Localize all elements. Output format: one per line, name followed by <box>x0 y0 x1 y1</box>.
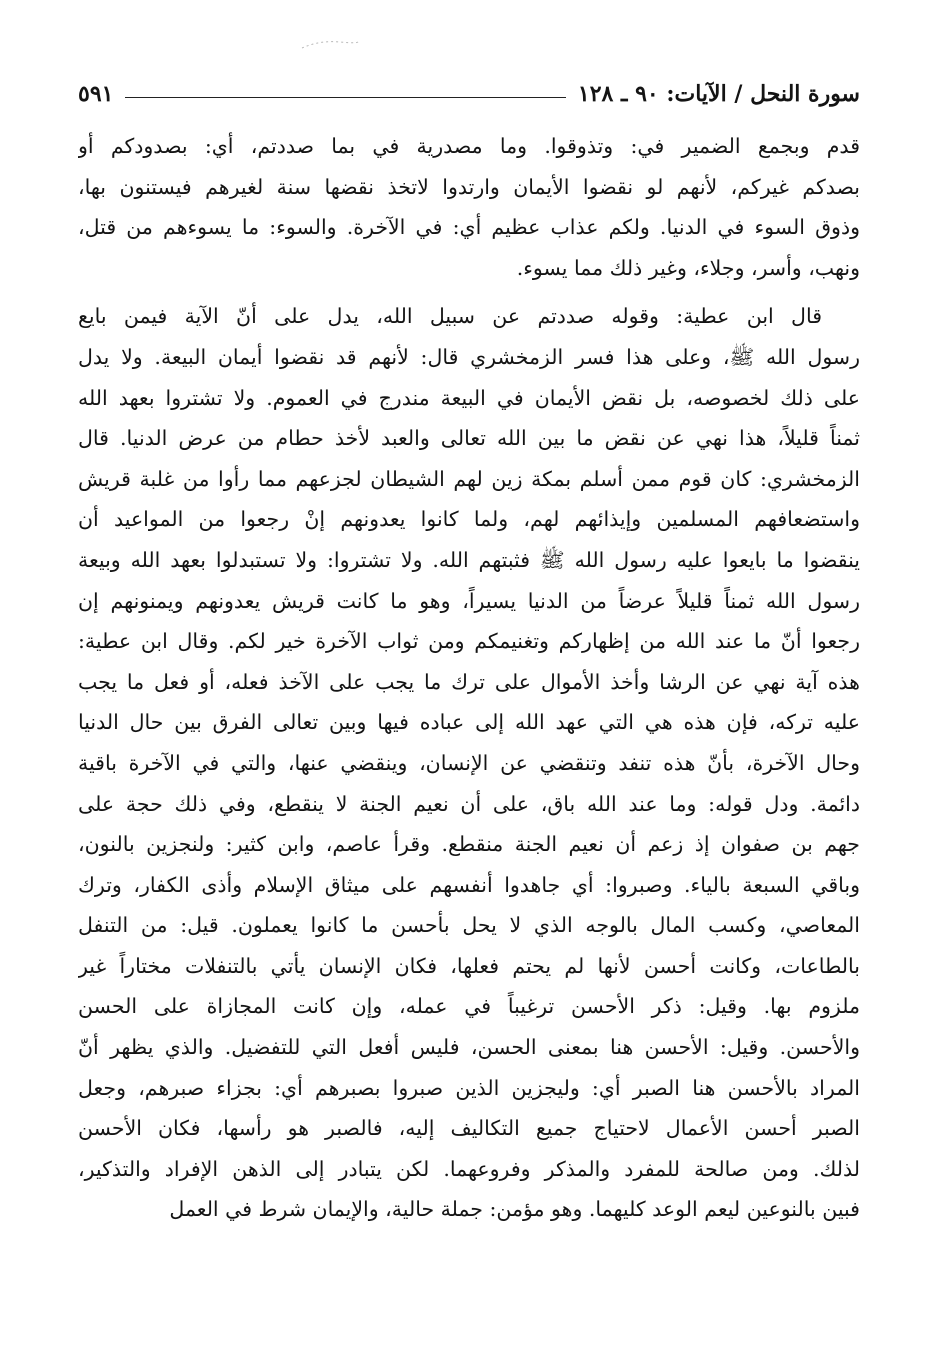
text-line: فبين بالنوعين ليعم الوعد كليهما. وهو مؤمن: جملة حالية، والإيمان شرط في العمل <box>169 1197 860 1222</box>
text-line: والأحسن. وقيل: الأحسن هنا بمعنى الحسن، فليس أفعل التي للتفضيل. والذي يظهر أنّ <box>78 1035 860 1060</box>
scan-speck-mark <box>300 38 360 50</box>
body-text <box>78 126 860 1230</box>
page-number: ٥٩١ <box>78 81 114 107</box>
text-line: ثمناً قليلاً، هذا نهي عن نقض ما بين الله تعالى والعبد لأخذ حطام من عرض الدنيا. قال <box>78 426 860 451</box>
running-header <box>78 76 860 112</box>
text-line: لذلك. ومن صالحة للمفرد والمذكر وفروعهما. لكن يتبادر إلى الذهن الإفراد والتذكير، <box>78 1156 860 1181</box>
text-line: ونهب، وأسر، وجلاء، وغير ذلك مما يسوء. <box>516 255 860 280</box>
text-line: بالطاعات، وكانت أحسن لأنها لم يحتم فعلها، فكان الإنسان يأتي بالتنفلات مختاراً غير <box>78 953 860 978</box>
header-title: سورة النحل / الآيات: ٩٠ ـ ١٢٨ <box>577 81 860 107</box>
text-line: هذه آية نهي عن الرشا وأخذ الأموال على ترك ما يجب على الآخذ فعله، أو فعل ما يجب <box>78 669 860 694</box>
text-line: رسول الله ثمناً قليلاً عرضاً من الدنيا يسيراً، وهو ما كانت قريش يعدونهم ويمنونهم إن <box>78 588 860 613</box>
paragraph-gap <box>78 288 860 296</box>
paragraph <box>78 126 860 288</box>
text-line: ينقضوا ما بايعوا عليه رسول الله ﷺ فثبتهم الله. ولا تشتروا: ولا تستبدلوا بعهد الله وبيعة <box>78 547 860 572</box>
text-line: المعاصي، وكسب المال بالوجه الذي لا يحل بأحسن ما كانوا يعملون. قيل: من التنفل <box>78 913 860 938</box>
text-line: عليه تركه، فإن هذه هي التي عهد الله إلى عباده فيها وبين تعالى الفرق بين حال الدنيا <box>78 710 860 735</box>
text-line: وباقي السبعة بالياء. وصبروا: أي جاهدوا أنفسهم على ميثاق الإسلام وأذى الكفار، وترك <box>78 872 860 897</box>
text-line: دائمة. ودل قوله: وما عند الله باق، على أن نعيم الجنة لا ينقطع، وفي ذلك حجة على <box>78 791 860 816</box>
paragraph <box>78 296 860 1230</box>
text-line: رسول الله ﷺ، وعلى هذا فسر الزمخشري قال: لأنهم قد نقضوا أيمان البيعة. ولا يدل <box>78 344 860 369</box>
text-line: ملزوم بها. وقيل: ذكر الأحسن ترغيباً في عمله، وإن كانت المجازاة على الحسن <box>78 994 860 1019</box>
text-line: رجعوا أنّ ما عند الله من إظهاركم وتغنيمكم ومن ثواب الآخرة خير لكم. وقال ابن عطية: <box>78 629 860 654</box>
text-line: على ذلك لخصوصه، بل نقض الأيمان في البيعة مندرج في العموم. ولا تشتروا بعهد الله <box>78 385 860 410</box>
text-line: بصدكم غيركم، لأنهم لو نقضوا الأيمان وارتدوا لاتخذ نقضها سنة لغيرهم فيستنون بها، <box>78 174 860 199</box>
text-line: وحال الآخرة، بأنّ هذه تنفد وتنقضي عن الإنسان، وينقضي عنها، والتي في الآخرة باقية <box>78 750 860 775</box>
text-line: الصبر أحسن الأعمال لاحتياج جميع التكاليف إليه، فالصبر هو رأسها، فكان الأحسن <box>78 1116 860 1141</box>
text-line: الزمخشري: كان قوم ممن أسلم بمكة زين لهم الشيطان لجزعهم مما رأوا من غلبة قريش <box>78 466 860 491</box>
text-line: واستضعافهم المسلمين وإيذائهم لهم، ولما كانوا يعدونهم إنْ رجعوا من المواعيد أن <box>78 507 860 532</box>
text-line: قدم وبجمع الضمير في: وتذوقوا. وما مصدرية في بما صددتم، أي: بصدودكم أو <box>78 134 860 158</box>
text-line: وذوق السوء في الدنيا. ولكم عذاب عظيم أي: في الآخرة. والسوء: ما يسوءهم من قتل، <box>78 215 860 240</box>
text-line: المراد بالأحسن هنا الصبر أي: وليجزين الذين صبروا بصبرهم أي: بجزاء صبرهم، وجعل <box>78 1075 860 1100</box>
header-rule <box>125 97 565 98</box>
text-line: قال ابن عطية: وقوله صددتم عن سبيل الله، يدل على أنّ الآية فيمن بايع <box>78 304 822 329</box>
text-line: جهم بن صفوان إذ زعم أن نعيم الجنة منقطع. وقرأ عاصم، وابن كثير: ولنجزين بالنون، <box>78 832 860 857</box>
